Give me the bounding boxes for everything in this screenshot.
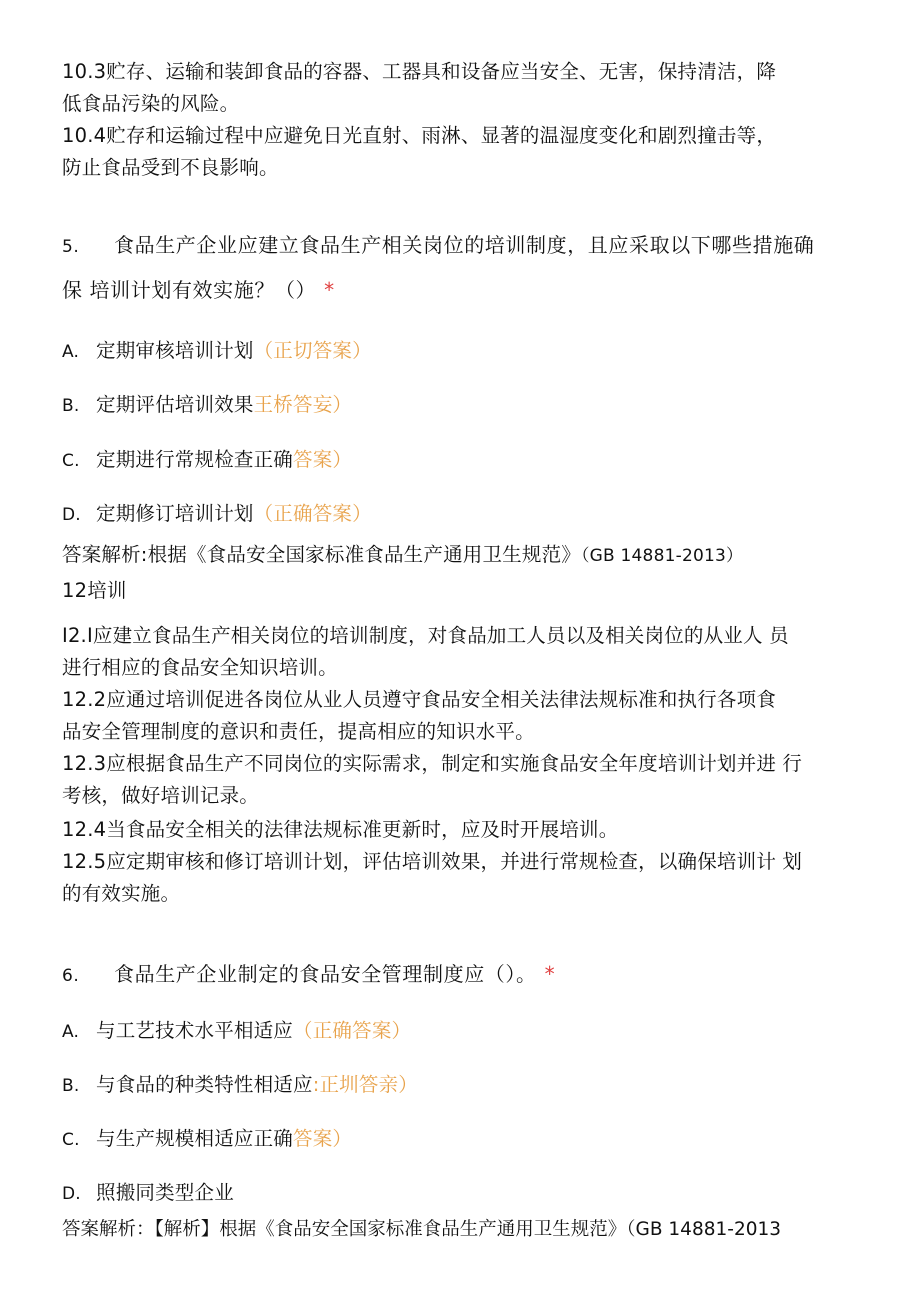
option-text: 与工艺技术水平相适应 [96,1019,294,1042]
option-letter: B. [62,396,80,416]
question-5-line-1 [62,231,814,261]
question-5-analysis [62,541,743,570]
analysis-body-line: 12.5应定期审核和修订培训计划，评估培训效果，并进行常规检查，以确保培训计 划 [62,850,803,873]
option-text: 与生产规模相适应正确 [96,1127,294,1150]
intro-line-2: 低食品污染的风险。 [62,92,240,115]
answer-mark: （正确答案） [293,1019,412,1042]
analysis-body-line: 考核，做好培训记录。 [62,784,260,807]
option-text: 定期修订培训计划 [96,502,254,525]
answer-mark: 王桥答妄） [253,393,353,416]
question-5-line-2 [62,276,335,304]
option-letter: A. [62,1022,80,1042]
question-5-option-c[interactable] [62,446,352,475]
analysis-body-line: 12.4当食品安全相关的法律法规标准更新时，应及时开展培训。 [62,818,619,841]
question-5-option-b[interactable] [62,391,352,420]
option-letter: C. [62,1130,80,1150]
intro-line-4: 防止食品受到不良影响。 [62,156,279,179]
question-6-line-1 [62,960,555,990]
required-star: * [544,962,556,986]
analysis-text: 答案解析:根据《食品安全国家标准食品生产通用卫生规范》 [62,543,581,566]
answer-mark: 答案） [293,448,353,471]
answer-mark: （正切答案） [253,339,372,362]
answer-mark: 答案） [293,1127,353,1150]
option-letter: D. [62,505,81,525]
analysis-body-line: I2.I应建立食品生产相关岗位的培训制度，对食品加工人员以及相关岗位的从业人 员 [62,624,789,647]
option-letter: C. [62,451,80,471]
analysis-body-line: 12.2应通过培训促进各岗位从业人员遵守食品安全相关法律法规标准和执行各项食 [62,688,777,711]
question-text: 保 培训计划有效实施？（） [62,278,317,302]
option-letter: D. [62,1184,81,1204]
question-5-option-a[interactable] [62,337,372,366]
analysis-body-line: 12.3应根据食品生产不同岗位的实际需求，制定和实施食品安全年度培训计划并进 行 [62,752,803,775]
required-star: * [324,278,335,302]
analysis-reference: （GB 14881-2013） [580,546,744,566]
option-letter: A. [62,342,80,362]
question-6-analysis: 答案解析：【解析】根据《食品安全国家标准食品生产通用卫生规范》（GB 14881-2013 [62,1219,782,1240]
analysis-body-line: 的有效实施。 [62,882,181,905]
intro-line-3: 10.4贮存和运输过程中应避免日光直射、雨淋、显著的温湿度变化和剧烈撞击等， [62,124,777,147]
option-text: 照搬同类型企业 [96,1181,234,1204]
question-6-option-c[interactable] [62,1125,352,1154]
question-6-option-d[interactable] [62,1179,234,1208]
question-6-option-a[interactable] [62,1017,411,1046]
option-text: 定期评估培训效果 [96,393,254,416]
intro-line-1: 10.3贮存、运输和装卸食品的容器、工器具和设备应当安全、无害，保持清洁，降 [62,60,777,83]
answer-mark: :正圳答亲） [312,1073,418,1096]
option-text: 定期进行常规检查正确 [96,448,294,471]
question-number: 6. [62,966,80,986]
option-text: 定期审核培训计划 [96,339,254,362]
question-5-section-title: 12培训 [62,579,127,602]
option-letter: B. [62,1076,80,1096]
question-number: 5. [62,237,80,257]
option-text: 与食品的种类特性相适应 [96,1073,313,1096]
question-text: 食品生产企业制定的食品安全管理制度应（）。 [114,962,537,986]
answer-mark: （正确答案） [253,502,372,525]
question-6-option-b[interactable] [62,1071,418,1100]
question-text: 食品生产企业应建立食品生产相关岗位的培训制度，且应采取以下哪些措施确 [114,233,815,257]
analysis-body-line: 品安全管理制度的意识和责任，提高相应的知识水平。 [62,720,535,743]
question-5-option-d[interactable] [62,500,372,529]
analysis-body-line: 进行相应的食品安全知识培训。 [62,656,338,679]
